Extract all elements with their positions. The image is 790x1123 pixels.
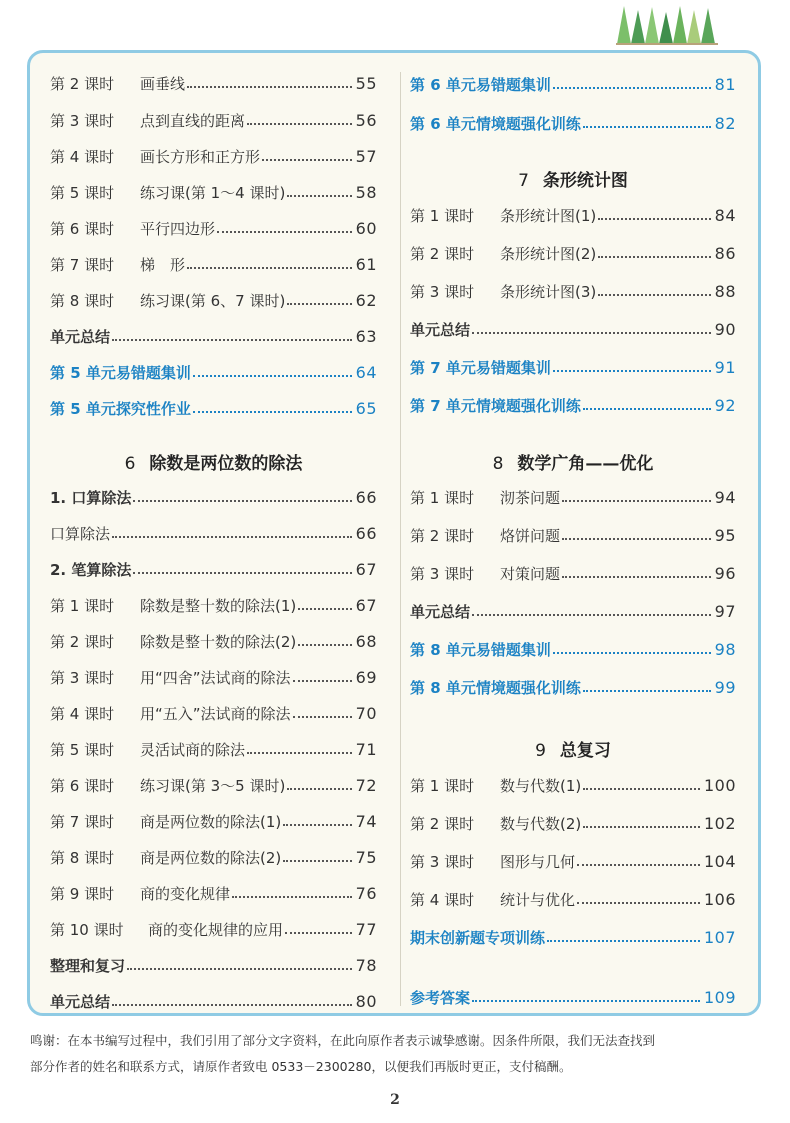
toc-entry-scenario-training[interactable]: 第 7 单元情境题强化训练 92 [410, 395, 736, 415]
toc-entry-unit-summary[interactable]: 单元总结 63 [50, 326, 377, 346]
toc-entry[interactable]: 第 4 课时 用“五入”法试商的除法 70 [50, 703, 377, 723]
unit-8-heading: 8 数学广角——优化 [492, 454, 654, 474]
toc-entry[interactable]: 第 6 课时 练习课(第 3～5 课时) 72 [50, 775, 377, 795]
toc-entry[interactable]: 第 3 课时 点到直线的距离 56 [50, 110, 377, 130]
toc-entry[interactable]: 第 1 课时 条形统计图(1) 84 [410, 205, 736, 225]
toc-entry-error-drill[interactable]: 第 5 单元易错题集训 64 [50, 362, 377, 382]
unit-7-heading: 7 条形统计图 [518, 171, 628, 191]
toc-entry[interactable]: 第 2 课时 条形统计图(2) 86 [410, 243, 736, 263]
toc-section-oral-division[interactable]: 1. 口算除法 66 [50, 487, 377, 507]
toc-entry-inquiry-homework[interactable]: 第 5 单元探究性作业 65 [50, 398, 377, 418]
toc-entry-review[interactable]: 整理和复习 78 [50, 955, 377, 975]
toc-entry-error-drill[interactable]: 第 6 单元易错题集训 81 [410, 74, 736, 94]
toc-entry[interactable]: 第 5 课时 灵活试商的除法 71 [50, 739, 377, 759]
toc-entry[interactable]: 第 7 课时 梯 形 61 [50, 254, 377, 274]
toc-entry-unit-summary[interactable]: 单元总结 97 [410, 601, 736, 621]
pine-trees-decoration-icon [616, 4, 726, 48]
toc-entry-answer-key[interactable]: 参考答案 109 [410, 987, 736, 1007]
unit-9-heading: 9 总复习 [535, 741, 611, 761]
column-divider [400, 72, 401, 1006]
toc-entry-error-drill[interactable]: 第 7 单元易错题集训 91 [410, 357, 736, 377]
toc-entry-scenario-training[interactable]: 第 6 单元情境题强化训练 82 [410, 113, 736, 133]
toc-entry[interactable]: 第 2 课时 数与代数(2) 102 [410, 813, 736, 833]
toc-section-written-division[interactable]: 2. 笔算除法 67 [50, 559, 377, 579]
toc-entry[interactable]: 第 3 课时 对策问题 96 [410, 563, 736, 583]
toc-entry-unit-summary[interactable]: 单元总结 80 [50, 991, 377, 1011]
toc-entry[interactable]: 第 7 课时 商是两位数的除法(1) 74 [50, 811, 377, 831]
toc-entry[interactable]: 第 2 课时 画垂线 55 [50, 73, 377, 93]
toc-entry-scenario-training[interactable]: 第 8 单元情境题强化训练 99 [410, 677, 736, 697]
toc-entry[interactable]: 第 5 课时 练习课(第 1～4 课时) 58 [50, 182, 377, 202]
toc-entry-error-drill[interactable]: 第 8 单元易错题集训 98 [410, 639, 736, 659]
toc-entry[interactable]: 第 2 课时 烙饼问题 95 [410, 525, 736, 545]
toc-entry[interactable]: 第 4 课时 统计与优化 106 [410, 889, 736, 909]
toc-entry[interactable]: 口算除法 66 [50, 523, 377, 543]
toc-entry-final-training[interactable]: 期末创新题专项训练 107 [410, 927, 736, 947]
toc-entry[interactable]: 第 1 课时 数与代数(1) 100 [410, 775, 736, 795]
toc-entry-unit-summary[interactable]: 单元总结 90 [410, 319, 736, 339]
toc-entry[interactable]: 第 3 课时 图形与几何 104 [410, 851, 736, 871]
toc-entry[interactable]: 第 10 课时 商的变化规律的应用 77 [50, 919, 377, 939]
toc-entry[interactable]: 第 6 课时 平行四边形 60 [50, 218, 377, 238]
toc-entry[interactable]: 第 8 课时 商是两位数的除法(2) 75 [50, 847, 377, 867]
toc-entry[interactable]: 第 2 课时 除数是整十数的除法(2) 68 [50, 631, 377, 651]
acknowledgement-line-2: 部分作者的姓名和联系方式，请原作者致电 0533－2300280，以便我们再版时更正，支付稿酬。 [30, 1059, 572, 1074]
toc-entry[interactable]: 第 8 课时 练习课(第 6、7 课时) 62 [50, 290, 377, 310]
unit-6-heading: 6 除数是两位数的除法 [124, 454, 303, 474]
toc-entry[interactable]: 第 3 课时 用“四舍”法试商的除法 69 [50, 667, 377, 687]
toc-entry[interactable]: 第 1 课时 除数是整十数的除法(1) 67 [50, 595, 377, 615]
acknowledgement-line-1: 鸣谢：在本书编写过程中，我们引用了部分文字资料，在此向原作者表示诚挚感谢。因条件所限，我们无法查找到 [30, 1033, 656, 1048]
page-number: 2 [390, 1092, 400, 1108]
toc-entry[interactable]: 第 4 课时 画长方形和正方形 57 [50, 146, 377, 166]
toc-entry[interactable]: 第 9 课时 商的变化规律 76 [50, 883, 377, 903]
toc-entry[interactable]: 第 1 课时 沏茶问题 94 [410, 487, 736, 507]
toc-entry[interactable]: 第 3 课时 条形统计图(3) 88 [410, 281, 736, 301]
